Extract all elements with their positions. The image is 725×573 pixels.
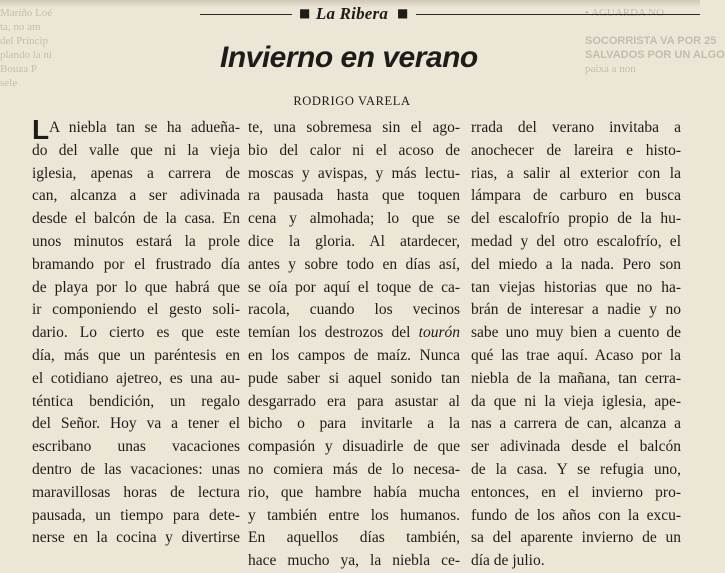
text-line: el cotidiano ajetreo, es una au- (32, 369, 240, 387)
text-line: maravillosas horas de lectura (32, 483, 240, 501)
text-line: desgarrado era para asustar al (248, 392, 460, 410)
text-line: escribano unas vacaciones (32, 438, 240, 456)
text-line: En aquellos días también, (248, 529, 460, 547)
text-line: nerse en la cocina y divertirse (32, 529, 240, 547)
article-column-1 (32, 114, 240, 550)
text-line: nas a carrera de can, alcanza a (471, 415, 681, 433)
section-rule-right (416, 14, 700, 15)
text-line: de playa por lo que habrá que (32, 278, 240, 296)
square-bullet-icon: ■ (299, 6, 311, 20)
neighbor-line: sele (0, 77, 18, 89)
text-line: A niebla tan se ha adueña- (49, 119, 240, 136)
text-line: desde el balcón de la casa. En (32, 210, 240, 228)
text-line: antes y sobre todo en días así, (248, 255, 460, 273)
text-line: y también entre los humanos. (248, 506, 460, 524)
text-line: sa del aparente invierno de un (471, 529, 681, 547)
text-line: se oía por aquí el toque de ca- (248, 278, 460, 296)
text-line: de la casa. Y se refugia uno, (471, 460, 681, 478)
text-line: do del valle que ni la vieja (32, 141, 240, 159)
text-line: rio, que hambre había mucha (248, 483, 460, 501)
text-line: dice la gloria. Al atardecer, (248, 232, 460, 250)
neighbor-line: paixa a non (585, 63, 636, 75)
text-line: del escalofrío propio de la hu- (471, 210, 681, 228)
text-line: entonces, en el invierno pro- (471, 483, 681, 501)
text-line: del miedo a la nada. Pero son (471, 255, 681, 273)
text-line: iglesia, apenas a carrera de (32, 164, 240, 182)
text-line: can, alcanza a ser adivinada (32, 187, 240, 205)
article-author: RODRIGO VARELA (293, 94, 411, 108)
article-column-2 (248, 117, 460, 573)
text-line: unos minutos estará la prole (32, 232, 240, 250)
text-line: compasión y disuadirle de que (248, 438, 460, 456)
text-line: ir componiendo el gesto soli- (32, 301, 240, 319)
neighbor-line: del Príncip (0, 35, 48, 47)
text-line: rrada del verano invitaba a (471, 119, 681, 136)
text-fragment: temían los destrozos del (248, 324, 411, 342)
text-line: qué las trae aquí. Acaso por la (471, 346, 681, 364)
text-line: dario. Lo cierto es que este (32, 324, 240, 342)
text-line: te, una sobremesa sin el ago- (248, 119, 460, 136)
text-line: ser adivinada desde el balcón (471, 438, 681, 456)
text-line: día de julio. (471, 552, 545, 570)
neighbor-line: plando la ni (0, 49, 52, 61)
text-line-with-italic (248, 322, 460, 345)
text-line: bramando por el frustrado día (32, 255, 240, 273)
section-label: La Ribera (315, 4, 389, 23)
text-line: cena y almohada; lo que se (248, 210, 460, 228)
text-line: no comiera más de lo necesa- (248, 460, 460, 478)
neighbor-line: ta, no am (0, 21, 41, 33)
text-line: sabe uno muy bien a cuento de (471, 324, 681, 342)
text-line: pude saber si aquel sonido tan (248, 369, 460, 387)
text-line: da que ni la vieja iglesia, ape- (471, 392, 681, 410)
neighbor-column-left (0, 6, 120, 116)
text-line: téntica bendición, un regalo (32, 392, 240, 410)
text-line: ra pausada hasta que toquen (248, 187, 460, 205)
section-rule-left (200, 14, 292, 15)
text-line: hace mucho ya, la niebla ce- (248, 552, 460, 570)
text-line: brán de interesar a nadie y no (471, 301, 681, 319)
neighbor-headline-line: SOCORRISTA VA POR 25 (585, 35, 717, 47)
text-line: del Señor. Hoy va a tener el (32, 415, 240, 433)
neighbor-headline-line: SALVADOS POR UN ALGO (585, 49, 725, 61)
text-line: bicho o para invitarle a la (248, 415, 460, 433)
neighbor-line: Mariño Loé (0, 7, 53, 19)
text-line: moscas y avispas, y más lectu- (248, 164, 460, 182)
text-line: día, más que un paréntesis en (32, 346, 240, 364)
square-bullet-icon: ■ (397, 6, 409, 20)
italic-word: tourón (418, 324, 461, 342)
text-line: dentro de las vacaciones: unas (32, 460, 240, 478)
text-line: rias, a salir al exterior con la (471, 164, 681, 182)
text-line: lámpara de carburo en busca (471, 187, 681, 205)
text-line: en los campos de maíz. Nunca (248, 346, 460, 364)
article-column-3 (471, 117, 681, 573)
section-header (200, 4, 700, 26)
neighbor-line: Bouza P (0, 63, 37, 75)
neighbor-line: • AGUARDA NO (585, 7, 665, 19)
text-line: fundo de los años con la excu- (471, 506, 681, 524)
text-line: tan viejas historias que no ha- (471, 278, 681, 296)
drop-cap: L (32, 114, 50, 145)
text-line: medad y del otro escalofrío, el (471, 232, 681, 250)
text-line: niebla de la mañana, tan cerra- (471, 369, 681, 387)
text-line: racola, cuando los vecinos (248, 301, 460, 319)
text-line: pausada, un tiempo para dete- (32, 506, 240, 524)
text-line: bio del calor ni el acoso de (248, 141, 460, 159)
article-title: Invierno en verano (220, 41, 478, 74)
text-line: anochecer de lareira e histo- (471, 141, 681, 159)
